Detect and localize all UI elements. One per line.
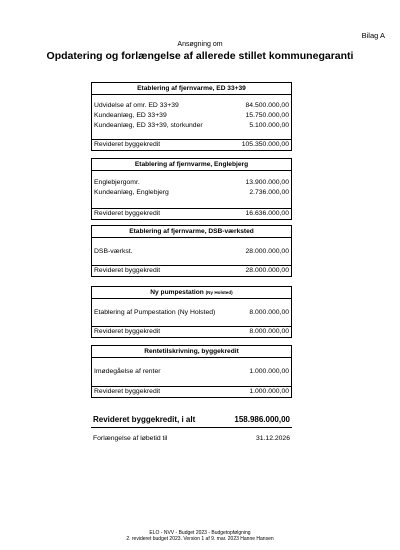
row-label: Kundeanlæg, ED 33+39, storkunder <box>94 122 203 129</box>
row-label: Etablering af Pumpestation (Ny Holsted) <box>94 309 216 316</box>
section-title <box>92 287 291 299</box>
document-title: Opdatering og forlængelse af allerede stillet kommunegaranti <box>46 50 354 62</box>
total-label: Revideret byggekredit <box>94 210 161 217</box>
table-row <box>93 111 290 121</box>
section-total-row <box>92 265 291 276</box>
extension-date: 31.12.2026 <box>255 435 290 442</box>
page-footer <box>0 530 400 542</box>
section-title-main: Ny pumpestation <box>150 289 204 296</box>
table-row <box>93 101 290 111</box>
row-label: Imødegåelse af renter <box>94 368 161 375</box>
section-total-row <box>92 326 291 337</box>
row-label: Kundeanlæg, Englebjerg <box>94 189 169 196</box>
table-row <box>93 308 290 318</box>
total-value: 28.000.000,00 <box>245 267 289 274</box>
total-label: Revideret byggekredit <box>94 267 161 274</box>
row-value: 5.100.000,00 <box>249 122 289 129</box>
row-value: 8.000.000,00 <box>249 309 289 316</box>
table-row <box>93 247 290 257</box>
row-value: 2.736.000,00 <box>249 189 289 196</box>
table-row <box>93 188 290 198</box>
total-value: 1.000.000,00 <box>249 388 289 395</box>
document-subtitle: Ansøgning om <box>177 41 223 48</box>
row-label: DSB-værkst. <box>94 248 133 255</box>
total-label: Revideret byggekredit <box>94 141 161 148</box>
row-value: 15.750.000,00 <box>245 112 289 119</box>
row-label: Englebjergomr. <box>94 179 140 186</box>
total-value: 8.000.000,00 <box>249 328 289 335</box>
section-title: Etablering af fjernvarme, Englebjerg <box>92 159 291 171</box>
total-value: 16.636.000,00 <box>245 210 289 217</box>
section-table-pumpestation <box>91 286 292 338</box>
grand-total-value: 158.986.000,00 <box>234 415 290 424</box>
row-label: Udvidelse af omr. ED 33+39 <box>94 102 179 109</box>
total-value: 105.350.000,00 <box>241 141 289 148</box>
row-label: Kundeanlæg, ED 33+39 <box>94 112 167 119</box>
total-label: Revideret byggekredit <box>94 388 161 395</box>
row-value: 28.000.000,00 <box>245 248 289 255</box>
row-value: 13.900.000,00 <box>245 179 289 186</box>
section-table-rentetilskrivning <box>91 345 292 398</box>
table-row <box>93 178 290 188</box>
section-title: Etablering af fjernvarme, ED 33+39 <box>92 83 291 95</box>
extension-label: Forlængelse af løbetid til <box>93 435 168 442</box>
section-title: Rentetilskrivning, byggekredit <box>92 346 291 358</box>
grand-total-row <box>91 413 292 428</box>
section-table-englebjerg <box>91 158 292 220</box>
section-title-note: (Ny Holsted) <box>205 290 233 295</box>
table-row <box>93 121 290 131</box>
footer-line-1: ELO - NVV - Budget 2023 - Budgetopfølgning <box>149 530 251 536</box>
footer-line-2: 2. revideret budget 2023. Version 1 af 9. mar. 2023 Hanne Hansen <box>126 536 274 542</box>
section-total-row <box>92 139 291 150</box>
table-row <box>93 367 290 377</box>
section-table-ed33-39 <box>91 82 292 151</box>
section-table-dsb <box>91 225 292 277</box>
row-value: 1.000.000,00 <box>249 368 289 375</box>
total-label: Revideret byggekredit <box>94 328 161 335</box>
row-value: 84.500.000,00 <box>245 102 289 109</box>
appendix-label: Bilag A <box>361 31 385 40</box>
section-total-row <box>92 208 291 219</box>
grand-total-label: Revideret byggekredit, i alt <box>93 415 196 424</box>
extension-row <box>91 435 292 445</box>
section-total-row <box>92 386 291 397</box>
section-title: Etablering af fjernvarme, DSB-værksted <box>92 226 291 238</box>
